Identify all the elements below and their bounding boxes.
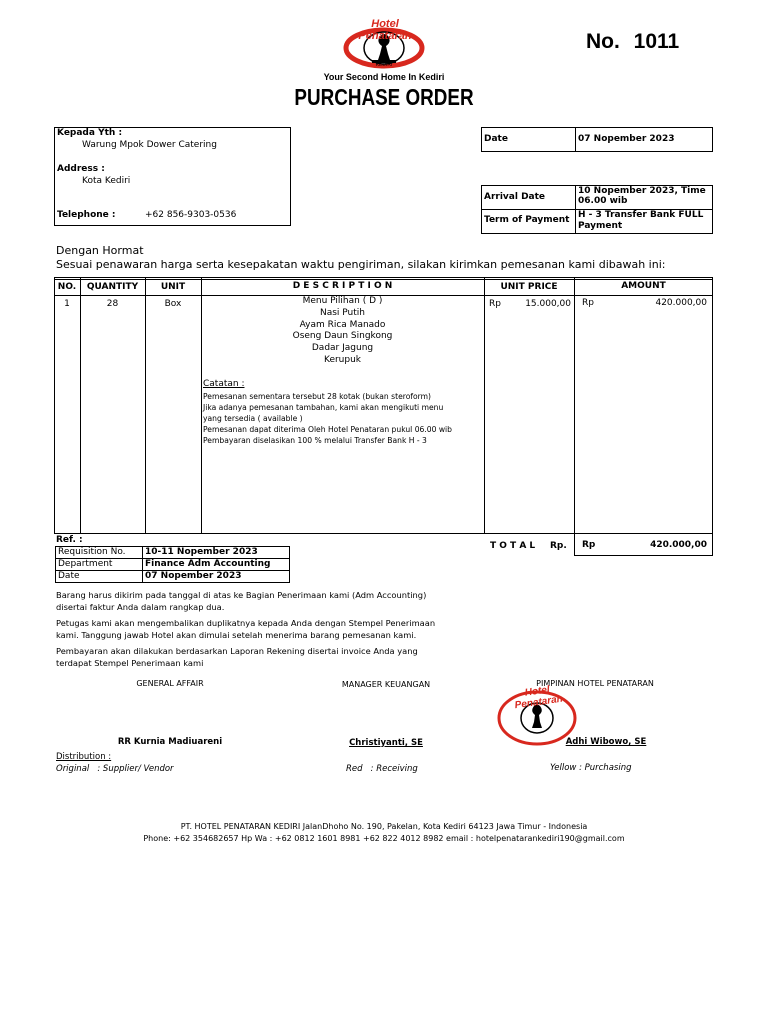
col-header-no: NO. (57, 282, 77, 292)
notes-label: Catatan : (203, 379, 245, 389)
menu-item: Dadar Jagung (311, 343, 374, 354)
terms-line: Pembayaran akan dilakukan berdasarkan Laporan Rekening disertai invoice Anda yang (56, 646, 418, 656)
note-line: yang tersedia ( available ) (203, 414, 303, 423)
terms-line: terdapat Stempel Penerimaan kami (56, 657, 204, 668)
terms-line: Barang harus dikirim pada tanggal di atas ke Bagian Penerimaan kami (Adm Accounting) (56, 590, 427, 600)
po-number-label: No. (586, 30, 620, 53)
ref-row-label: Date (56, 571, 143, 583)
date-label: Date (484, 134, 508, 144)
ref-row (56, 559, 290, 571)
menu-item: Nasi Putih (319, 307, 365, 318)
total-rp-label: Rp. (550, 541, 567, 551)
kepada-label: Kepada Yth : (57, 128, 123, 138)
row-unit: Box (164, 299, 182, 309)
distribution-yellow: Yellow : Purchasing (550, 763, 632, 773)
hotel-logo (336, 18, 432, 74)
date-value: 07 Nopember 2023 (578, 134, 675, 144)
col-header-description: D E S C R I P T I O N (292, 281, 393, 291)
telephone-label: Telephone : (57, 210, 116, 220)
unit-price-currency: Rp (489, 299, 501, 309)
signature-role-manager: MANAGER KEUANGAN (341, 680, 431, 689)
amount-currency: Rp (582, 298, 594, 308)
terms-line: disertai faktur Anda dalam rangkap dua. (56, 601, 225, 612)
terms-line: kami. Tanggung jawab Hotel akan dimulai setelah menerima barang pemesanan kami. (56, 629, 417, 640)
total-label: T O T A L (490, 541, 536, 551)
logo-lettering: Hotel Penataran (358, 18, 412, 42)
ref-label: Ref. : (56, 535, 83, 545)
notes (203, 391, 484, 446)
total-value: 420.000,00 (650, 540, 707, 550)
arrival-value-1: 10 Nopember 2023, Time (578, 186, 706, 196)
col-header-unit-price: UNIT PRICE (500, 282, 558, 292)
signature-name-3: Adhi Wibowo, SE (565, 737, 647, 747)
tagline: Your Second Home In Kediri (323, 72, 445, 82)
po-number-value: 1011 (633, 30, 680, 53)
telephone-value: +62 856-9303-0536 (145, 210, 237, 220)
distribution-red: Red : Receiving (346, 764, 418, 774)
kepada-value: Warung Mpok Dower Catering (82, 140, 217, 150)
page-title: PURCHASE ORDER (294, 84, 474, 110)
signature-role-general-affair: GENERAL AFFAIR (136, 679, 204, 688)
unit-price-value: 15.000,00 (525, 299, 571, 309)
col-header-amount: AMOUNT (621, 281, 666, 291)
logo-sub-lettering: KEDIRI (375, 62, 393, 68)
recipient-box (54, 127, 291, 226)
note-line: Pemesanan dapat diterima Oleh Hotel Penataran pukul 06.00 wib (203, 425, 452, 434)
ref-row (56, 547, 290, 559)
footer-contact: Phone: +62 354682657 Hp Wa : +62 0812 1601 8981 +62 822 4012 8982 email : hotelpenatarankediri190@gmail.com (143, 834, 625, 843)
menu-items (201, 296, 484, 367)
signature-name-1: RR Kurnia Madiuareni (117, 737, 223, 747)
address-value: Kota Kediri (82, 176, 131, 186)
date-box (481, 127, 713, 152)
payment-value-2: Payment (578, 221, 623, 231)
row-quantity: 28 (106, 299, 119, 309)
order-table (54, 277, 713, 556)
terms (56, 590, 486, 669)
note-line: Pemesanan sementara tersebut 28 kotak (bukan steroform) (203, 392, 432, 401)
note-line: Jika adanya pemesanan tambahan, kami akan mengikuti menu (203, 403, 444, 412)
menu-item: Kerupuk (323, 354, 362, 365)
ref-row (56, 571, 290, 583)
ref-row-label: Requisition No. (56, 547, 143, 559)
total-currency: Rp (582, 540, 596, 550)
signature-role-pimpinan: PIMPINAN HOTEL PENATARAN (536, 679, 654, 688)
signature-name-2: Christiyanti, SE (349, 738, 423, 748)
menu-item: Menu Pilihan ( D ) (302, 296, 383, 306)
amount-value: 420.000,00 (655, 298, 707, 308)
ref-row-value: 10-11 Nopember 2023 (143, 547, 290, 559)
stamp-lettering: Hotel Penataran (514, 684, 564, 712)
arrival-value-2: 06.00 wib (578, 196, 628, 206)
payment-value-1: H - 3 Transfer Bank FULL (578, 210, 704, 220)
payment-label: Term of Payment (484, 215, 570, 225)
distribution-original: Original : Supplier/ Vendor (56, 764, 174, 774)
footer-address: PT. HOTEL PENATARAN KEDIRI JalanDhoho No. 190, Pakelan, Kota Kediri 64123 Jawa Timur - Indonesia (180, 822, 588, 831)
note-line: Pembayaran diselasikan 100 % melalui Transfer Bank H - 3 (203, 436, 427, 445)
greeting-line-1: Dengan Hormat (56, 244, 144, 257)
col-header-quantity: QUANTITY (86, 282, 139, 292)
ref-table (55, 546, 290, 583)
menu-item: Ayam Rica Manado (299, 319, 386, 330)
arrival-label: Arrival Date (484, 192, 546, 202)
menu-item: Oseng Daun Singkong (292, 331, 393, 342)
ref-row-value: Finance Adm Accounting (143, 559, 290, 571)
terms-line: Petugas kami akan mengembalikan duplikatnya kepada Anda dengan Stempel Penerimaan (56, 618, 436, 628)
col-header-unit: UNIT (160, 282, 186, 292)
po-number (586, 30, 679, 54)
distribution-label: Distribution : (56, 752, 112, 762)
arrival-payment-box (481, 185, 713, 234)
row-no: 1 (64, 299, 70, 309)
address-label: Address : (57, 164, 105, 174)
greeting-line-2: Sesuai penawaran harga serta kesepakatan waktu pengiriman, silakan kirimkan pemesanan kami dibawah ini: (56, 258, 666, 271)
ref-row-label: Department (56, 559, 143, 571)
ref-row-value: 07 Nopember 2023 (143, 571, 290, 583)
